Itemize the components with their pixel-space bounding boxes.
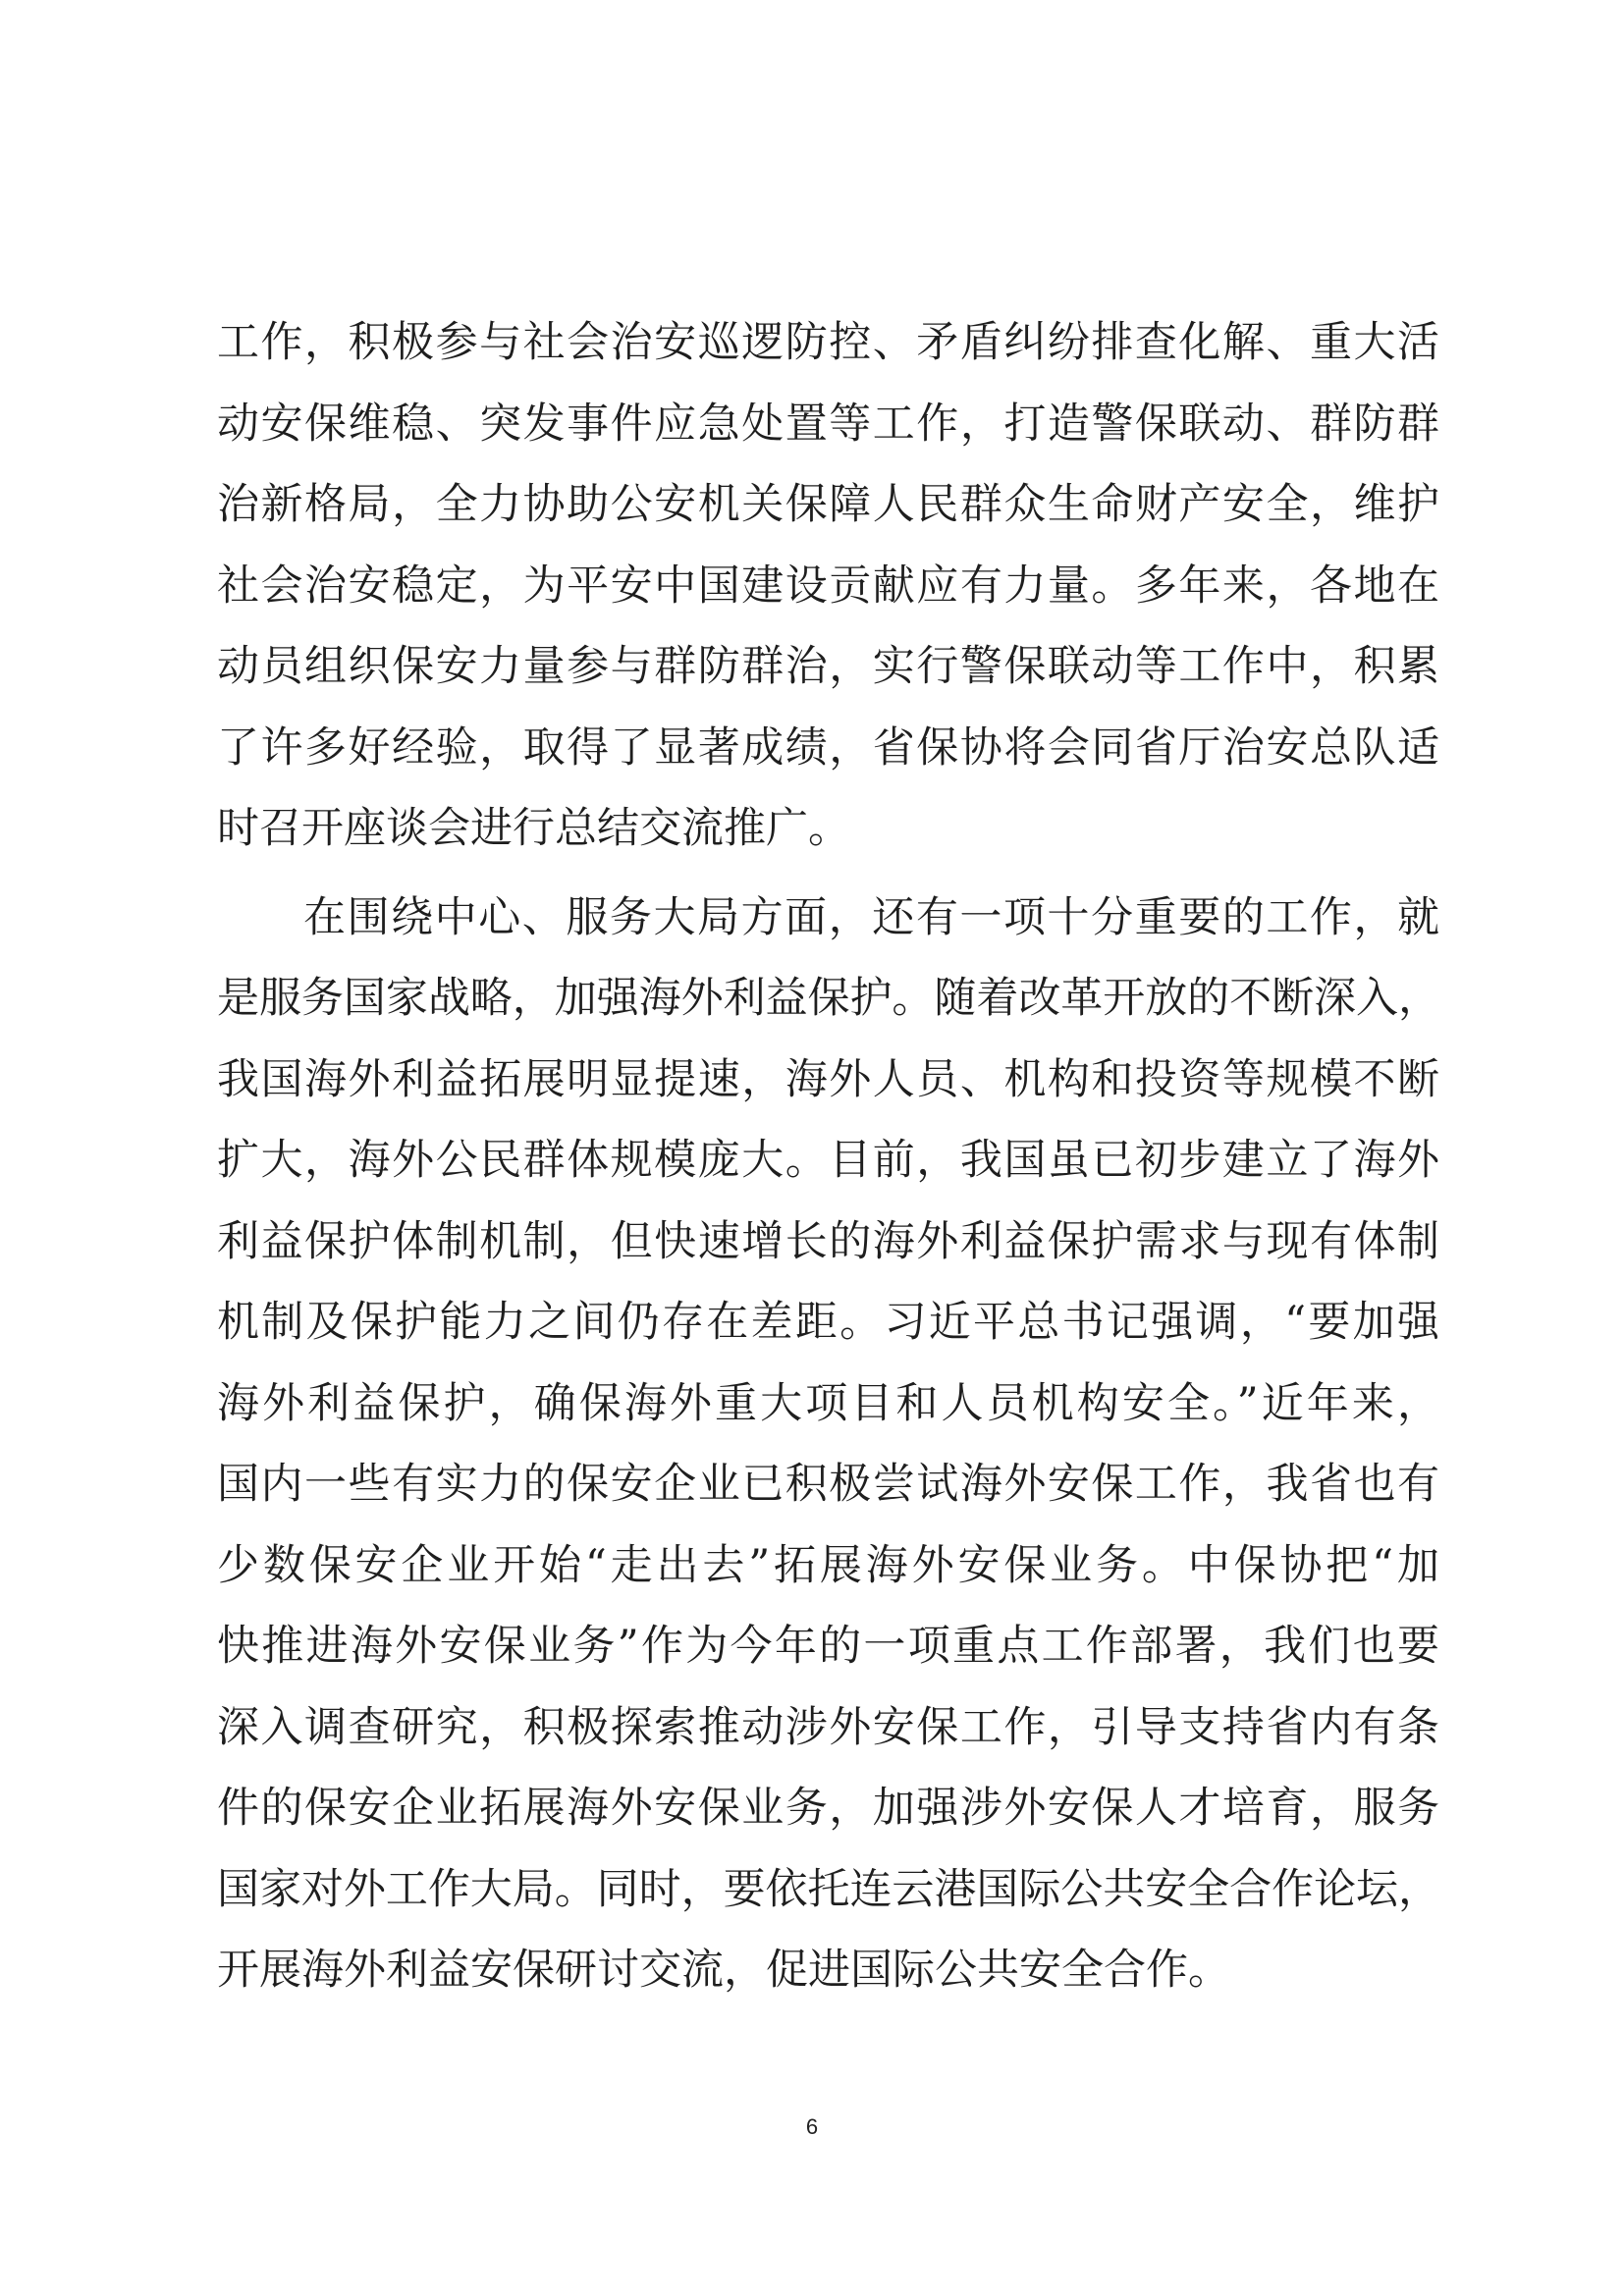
text-line: 社会治安稳定，为平安中国建设贡献应有力量。多年来，各地在 [217,561,1439,611]
text-line: 是服务国家战略，加强海外利益保护。随着改革开放的不断深入， [217,974,1439,1023]
text-line: 工作，积极参与社会治安巡逻防控、矛盾纠纷排查化解、重大活 [217,318,1439,367]
text-line: 利益保护体制机制，但快速增长的海外利益保护需求与现有体制 [217,1216,1439,1266]
text-line: 在围绕中心、服务大局方面，还有一项十分重要的工作，就 [303,892,1439,942]
text-line: 动安保维稳、突发事件应急处置等工作，打造警保联动、群防群 [217,399,1439,449]
page-number: 6 [805,2114,819,2139]
text-line: 国家对外工作大局。同时，要依托连云港国际公共安全合作论坛， [217,1864,1439,1914]
text-line: 扩大，海外公民群体规模庞大。目前，我国虽已初步建立了海外 [217,1136,1439,1185]
text-line: 开展海外利益安保研讨交流，促进国际公共安全合作。 [217,1946,1230,1995]
text-line: 国内一些有实力的保安企业已积极尝试海外安保工作，我省也有 [217,1460,1439,1509]
text-line: 深入调查研究，积极探索推动涉外安保工作，引导支持省内有条 [217,1702,1439,1752]
text-line: 时召开座谈会进行总结交流推广。 [217,804,850,853]
text-line: 海外利益保护，确保海外重大项目和人员机构安全。”近年来， [217,1378,1439,1428]
text-line: 少数保安企业开始“走出去”拓展海外安保业务。中保协把“加 [217,1540,1439,1590]
text-line: 我国海外利益拓展明显提速，海外人员、机构和投资等规模不断 [217,1054,1439,1104]
text-line: 治新格局，全力协助公安机关保障人民群众生命财产安全，维护 [217,480,1439,529]
text-line: 了许多好经验，取得了显著成绩，省保协将会同省厅治安总队适 [217,722,1439,773]
paragraph [217,302,1439,870]
text-line: 动员组织保安力量参与群防群治，实行警保联动等工作中，积累 [217,642,1439,691]
text-line: 机制及保护能力之间仍存在差距。习近平总书记强调，“要加强 [217,1298,1439,1347]
text-line: 快推进海外安保业务”作为今年的一项重点工作部署，我们也要 [217,1622,1439,1671]
body-text [217,302,1439,2011]
paragraph [217,878,1439,2011]
text-line: 件的保安企业拓展海外安保业务，加强涉外安保人才培育，服务 [217,1784,1439,1833]
